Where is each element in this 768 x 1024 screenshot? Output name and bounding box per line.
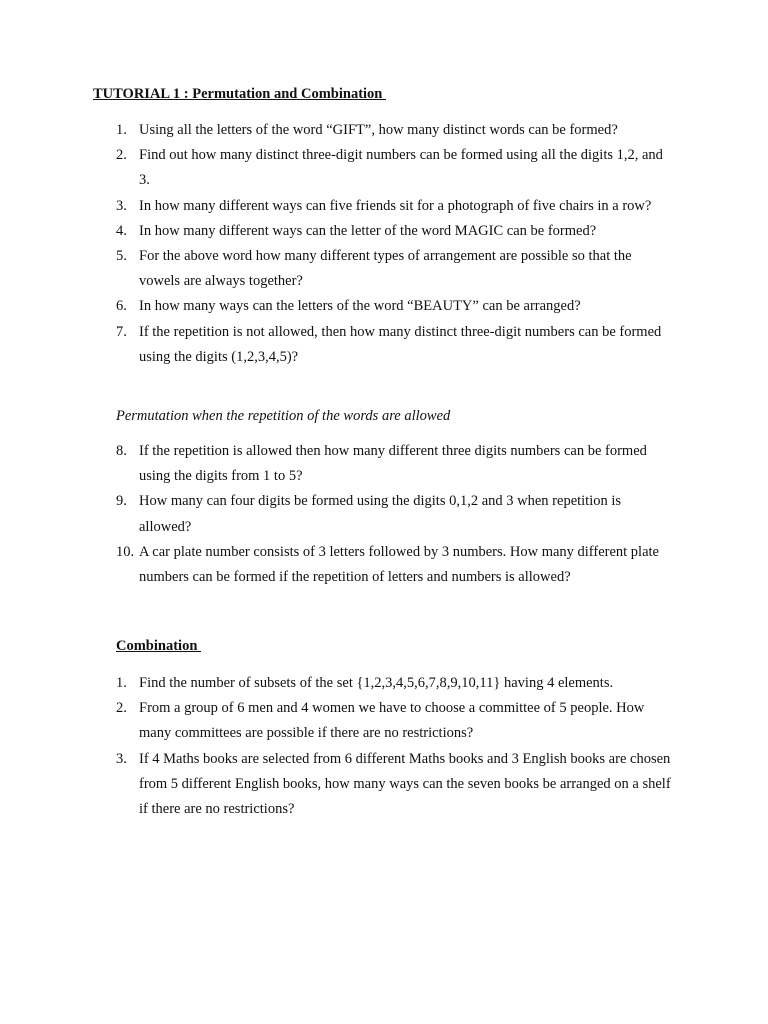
question-text: Using all the letters of the word “GIFT”, how many distinct words can be formed?	[139, 122, 618, 138]
list-item	[116, 320, 676, 370]
question-text: For the above word how many different types of arrangement are possible so that the vowels are always together?	[139, 248, 632, 290]
question-number: 10.	[116, 543, 135, 560]
question-text: In how many different ways can the letter of the word MAGIC can be formed?	[139, 222, 597, 239]
question-number: 5.	[116, 248, 127, 265]
list-item	[116, 747, 676, 823]
combination-title: Combination	[116, 638, 202, 654]
question-number: 3.	[116, 197, 127, 214]
list-item	[116, 671, 676, 696]
list-item	[116, 540, 676, 590]
question-number: 1.	[116, 122, 127, 138]
repetition-question-list	[116, 439, 676, 590]
question-text: Find out how many distinct three-digit numbers can be formed using all the digits 1,2, and 3.	[139, 147, 663, 189]
question-text: A car plate number consists of 3 letters followed by 3 numbers. How many different plate numbers can be formed if the repetition of letters and numbers is allowed?	[139, 543, 659, 586]
permutation-question-list	[116, 118, 676, 370]
question-text: In how many ways can the letters of the word “BEAUTY” can be arranged?	[139, 298, 581, 315]
question-number: 3.	[116, 750, 127, 767]
question-number: 9.	[116, 493, 127, 510]
question-text: In how many different ways can five friends sit for a photograph of five chairs in a row?	[139, 197, 652, 214]
question-text: From a group of 6 men and 4 women we have to choose a committee of 5 people. How many committees are possible if there are no restrictions?	[139, 700, 645, 742]
list-item	[116, 219, 676, 244]
question-number: 1.	[116, 675, 127, 691]
list-item	[116, 294, 676, 319]
list-item	[116, 118, 676, 143]
question-text: If 4 Maths books are selected from 6 different Maths books and 3 English books are chosen from 5 different English books, how many ways can the seven books be arranged on a shelf if there are no restrictions?	[139, 750, 671, 818]
list-item	[116, 194, 676, 219]
repetition-subheading: Permutation when the repetition of the words are allowed	[116, 408, 451, 424]
list-item	[116, 143, 676, 193]
question-text: Find the number of subsets of the set {1,2,3,4,5,6,7,8,9,10,11} having 4 elements.	[139, 675, 614, 691]
question-number: 7.	[116, 323, 127, 340]
question-number: 2.	[116, 147, 127, 164]
question-text: If the repetition is allowed then how many different three digits numbers can be formed using the digits from 1 to 5?	[139, 443, 647, 485]
list-item	[116, 489, 676, 539]
question-text: If the repetition is not allowed, then how many distinct three-digit numbers can be formed using the digits (1,2,3,4,5)?	[139, 323, 662, 365]
list-item	[116, 439, 676, 489]
combination-question-list	[116, 671, 676, 822]
list-item	[116, 696, 676, 746]
question-number: 4.	[116, 222, 127, 239]
tutorial-title: TUTORIAL 1 : Permutation and Combination	[93, 86, 386, 102]
question-number: 8.	[116, 443, 127, 459]
question-number: 6.	[116, 298, 127, 315]
list-item	[116, 244, 676, 294]
question-number: 2.	[116, 700, 127, 717]
question-text: How many can four digits be formed using the digits 0,1,2 and 3 when repetition is allowed?	[139, 493, 622, 535]
